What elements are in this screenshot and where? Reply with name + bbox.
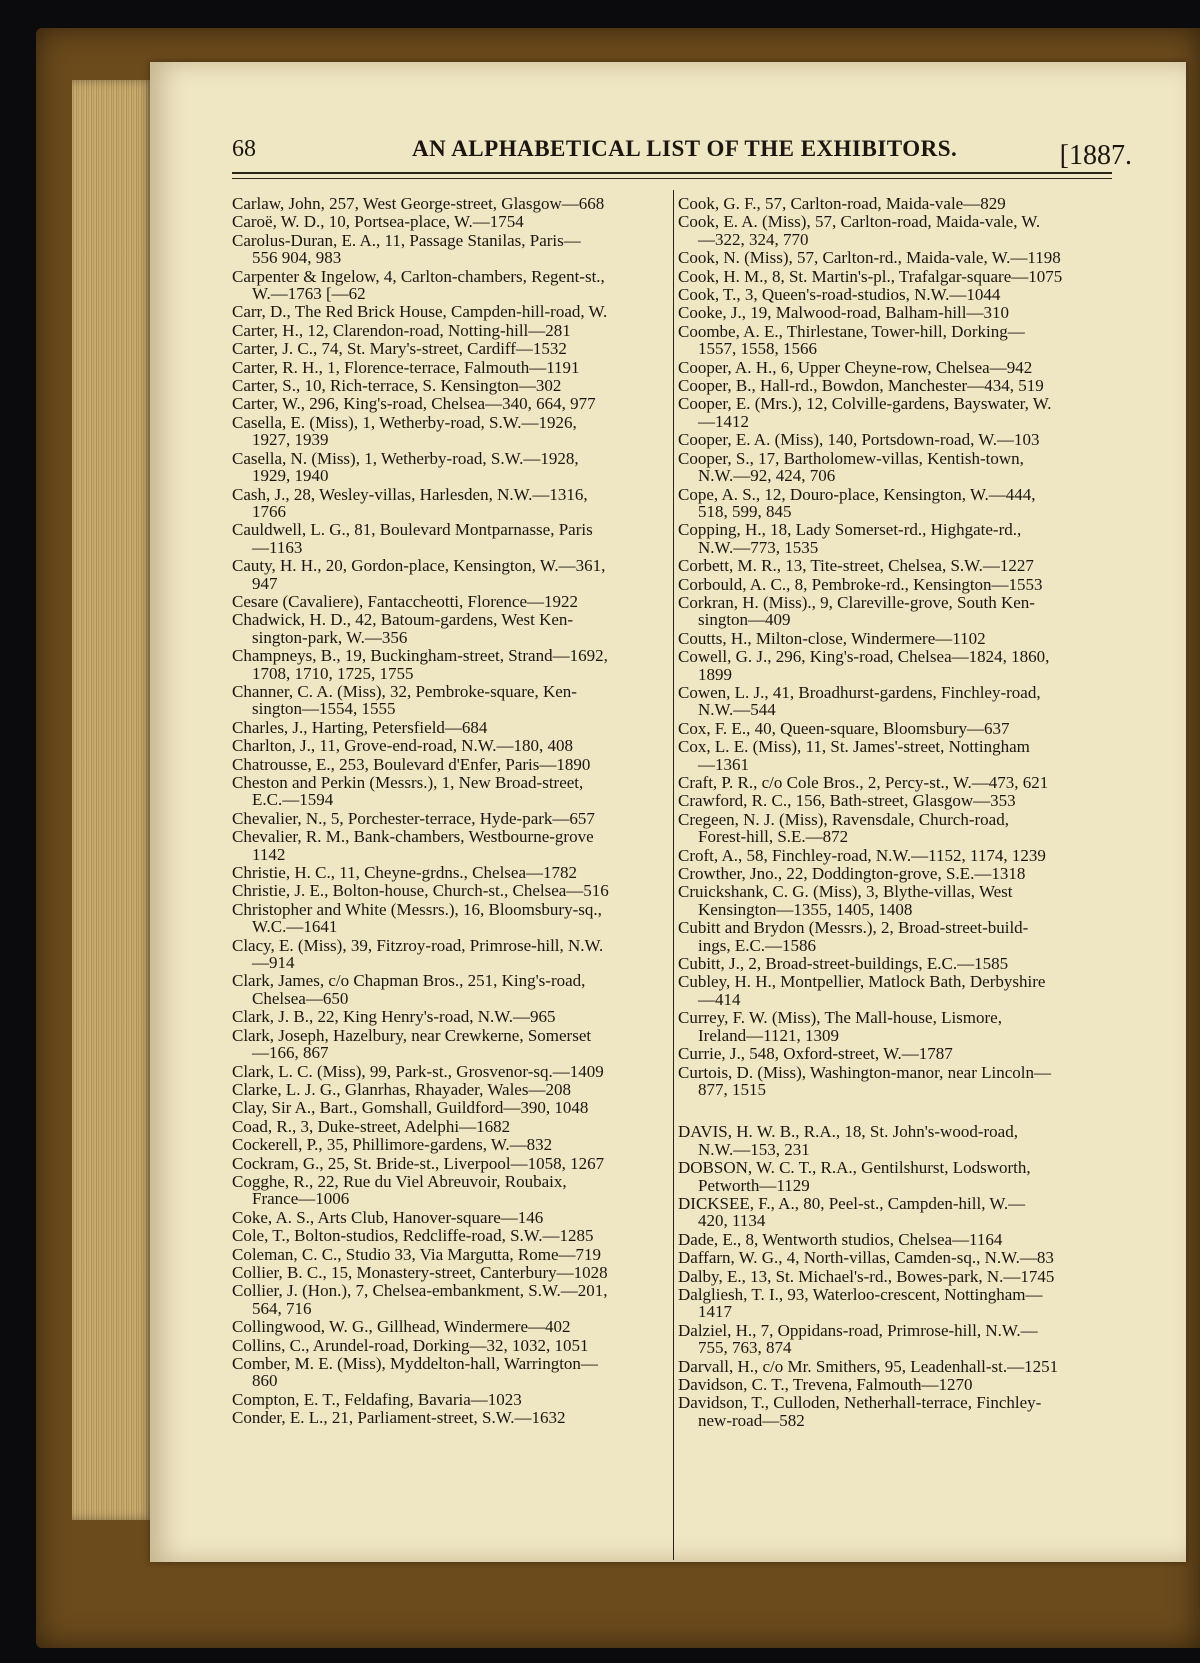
entry-continuation: 1899 — [698, 664, 732, 684]
exhibitor-entry — [678, 395, 1114, 430]
exhibitor-entry — [678, 1358, 1114, 1375]
entry-text: Crowther, Jno., 22, Doddington-grove, S.E.—1318 — [678, 864, 1026, 884]
entry-text: Collier, J. (Hon.), 7, Chelsea-embankment, S.W.—201, — [232, 1281, 608, 1301]
exhibitor-entry — [678, 268, 1114, 285]
entry-text: Carter, S., 10, Rich-terrace, S. Kensington—302 — [232, 376, 562, 396]
entry-text: Cooper, E. A. (Miss), 140, Portsdown-road, W.—103 — [678, 430, 1040, 450]
entry-continuation: France—1006 — [252, 1189, 350, 1209]
entry-text: Cox, L. E. (Miss), 11, St. James'-street, Nottingham — [678, 737, 1030, 757]
entry-continuation: 1417 — [698, 1302, 732, 1322]
entry-text: Corkran, H. (Miss)., 9, Clareville-grove, South Ken- — [678, 592, 1035, 612]
entry-continuation: 1557, 1558, 1566 — [698, 339, 817, 359]
exhibitor-entry — [232, 810, 664, 827]
entry-continuation: Petworth—1129 — [698, 1175, 810, 1195]
entry-text: Currey, F. W. (Miss), The Mall-house, Lismore, — [678, 1008, 1002, 1028]
entry-text: Davidson, T., Culloden, Netherhall-terrace, Finchley- — [678, 1393, 1042, 1413]
entry-text: Comber, M. E. (Miss), Myddelton-hall, Warrington— — [232, 1354, 598, 1373]
entry-text: Corbett, M. R., 13, Tite-street, Chelsea, S.W.—1227 — [678, 556, 1034, 576]
entry-continuation: E.C.—1594 — [252, 790, 334, 810]
exhibitor-entry — [232, 828, 664, 863]
entry-text: Cooke, J., 19, Malwood-road, Balham-hill—310 — [678, 303, 1009, 323]
entry-text: Cook, E. A. (Miss), 57, Carlton-road, Maida-vale, W. — [678, 212, 1041, 232]
exhibitor-entry — [232, 972, 664, 1007]
entry-continuation: N.W.—92, 424, 706 — [698, 466, 836, 486]
entry-text: Carr, D., The Red Brick House, Campden-hill-road, W. — [232, 302, 608, 322]
entry-text: Currie, J., 548, Oxford-street, W.—1787 — [678, 1044, 953, 1064]
exhibitor-entry — [232, 414, 664, 449]
exhibitor-entry — [678, 919, 1114, 954]
entry-text: Daffarn, W. G., 4, North-villas, Camden-sq., N.W.—83 — [678, 1248, 1054, 1268]
entry-text: Coke, A. S., Arts Club, Hanover-square—146 — [232, 1207, 544, 1227]
header-rule-thin — [232, 178, 1112, 179]
entry-text: Conder, E. L., 21, Parliament-street, S.W.—1632 — [232, 1408, 566, 1428]
entry-text: Chatrousse, E., 253, Boulevard d'Enfer, Paris—1890 — [232, 754, 591, 774]
exhibitor-entry — [678, 431, 1114, 448]
exhibitor-entry — [232, 232, 664, 267]
exhibitor-entry — [232, 213, 664, 230]
exhibitor-entry — [678, 195, 1114, 212]
entry-text: Clark, Joseph, Hazelbury, near Crewkerne, Somerset — [232, 1025, 592, 1045]
entry-continuation: 755, 763, 874 — [698, 1338, 792, 1358]
exhibitor-entry — [232, 1391, 664, 1408]
entry-text: Coutts, H., Milton-close, Windermere—1102 — [678, 628, 986, 648]
exhibitor-entry — [232, 486, 664, 521]
left-column — [232, 195, 664, 1428]
entry-text: Carter, R. H., 1, Florence-terrace, Falmouth—1191 — [232, 357, 580, 377]
exhibitor-entry — [232, 1136, 664, 1153]
entry-continuation: ings, E.C.—1586 — [698, 935, 817, 955]
entry-text: Clay, Sir A., Bart., Gomshall, Guildford—390, 1048 — [232, 1098, 589, 1118]
entry-continuation: sington—1554, 1555 — [252, 699, 396, 719]
exhibitor-entry — [678, 1249, 1114, 1266]
exhibitor-entry — [232, 450, 664, 485]
entry-text: Cooper, A. H., 6, Upper Cheyne-row, Chelsea—942 — [678, 357, 1033, 377]
entry-text: Crawford, R. C., 156, Bath-street, Glasgow—353 — [678, 791, 1016, 811]
page-header — [232, 136, 1132, 176]
exhibitor-entry — [232, 901, 664, 936]
exhibitor-entry — [678, 576, 1114, 593]
exhibitor-entry — [678, 521, 1114, 556]
exhibitor-entry — [678, 450, 1114, 485]
exhibitor-entry — [678, 811, 1114, 846]
page-edges — [72, 80, 154, 1520]
entry-text: Dalby, E., 13, St. Michael's-rd., Bowes-park, N.—1745 — [678, 1266, 1055, 1286]
entry-continuation: Ireland—1121, 1309 — [698, 1025, 840, 1045]
entry-text: Cooper, B., Hall-rd., Bowdon, Manchester—434, 519 — [678, 376, 1044, 396]
entry-continuation: —414 — [698, 989, 741, 1009]
exhibitor-entry — [232, 521, 664, 556]
exhibitor-entry — [678, 304, 1114, 321]
running-title: AN ALPHABETICAL LIST OF THE EXHIBITORS. — [412, 136, 958, 161]
entry-text: Cook, T., 3, Queen's-road-studios, N.W.—1044 — [678, 285, 1001, 305]
exhibitor-entry — [232, 1355, 664, 1390]
entry-continuation: sington-park, W.—356 — [252, 627, 408, 647]
exhibitor-entry — [232, 322, 664, 339]
entry-text: Copping, H., 18, Lady Somerset-rd., Highgate-rd., — [678, 520, 1022, 540]
entry-text: Carpenter & Ingelow, 4, Carlton-chambers, Regent-st., — [232, 266, 605, 286]
entry-continuation: 1927, 1939 — [252, 430, 329, 450]
exhibitor-entry — [232, 557, 664, 592]
entry-text: Cook, H. M., 8, St. Martin's-pl., Trafalgar-square—1075 — [678, 266, 1063, 286]
entry-text: Dalgliesh, T. I., 93, Waterloo-crescent, Nottingham— — [678, 1284, 1043, 1304]
entry-continuation: sington—409 — [698, 610, 791, 630]
exhibitor-entry — [232, 593, 664, 610]
entry-continuation: Forest-hill, S.E.—872 — [698, 827, 849, 847]
exhibitor-entry — [232, 1173, 664, 1208]
exhibitor-entry — [232, 1409, 664, 1426]
entry-text: Cooper, S., 17, Bartholomew-villas, Kentish-town, — [678, 448, 1024, 468]
entry-text: Cubley, H. H., Montpellier, Matlock Bath, Derbyshire — [678, 972, 1046, 992]
exhibitor-entry — [232, 1318, 664, 1335]
exhibitor-entry — [232, 882, 664, 899]
entry-text: Cubitt, J., 2, Broad-street-buildings, E.C.—1585 — [678, 954, 1009, 974]
entry-text: Carter, H., 12, Clarendon-road, Notting-hill—281 — [232, 320, 571, 340]
entry-continuation: N.W.—773, 1535 — [698, 537, 819, 557]
entry-text: Corbould, A. C., 8, Pembroke-rd., Kensington—1553 — [678, 574, 1043, 594]
entry-text: Davidson, C. T., Trevena, Falmouth—1270 — [678, 1375, 973, 1394]
exhibitor-entry — [232, 268, 664, 303]
entry-text: Collins, C., Arundel-road, Dorking—32, 1032, 1051 — [232, 1335, 589, 1355]
entry-text: Casella, N. (Miss), 1, Wetherby-road, S.W.—1928, — [232, 448, 579, 468]
exhibitor-entry — [678, 1009, 1114, 1044]
entry-text: Cox, F. E., 40, Queen-square, Bloomsbury—637 — [678, 718, 1010, 738]
entry-text: Cooper, E. (Mrs.), 12, Colville-gardens, Bayswater, W. — [678, 394, 1052, 414]
exhibitor-entry — [678, 792, 1114, 809]
exhibitor-entry — [232, 303, 664, 320]
entry-text: Charles, J., Harting, Petersfield—684 — [232, 717, 488, 737]
entry-continuation: W.—1763 [—62 — [252, 284, 366, 304]
exhibitor-entry — [232, 1099, 664, 1116]
entry-text: Cope, A. S., 12, Douro-place, Kensington, W.—444, — [678, 484, 1036, 504]
entry-continuation: 1929, 1940 — [252, 466, 329, 486]
exhibitor-entry — [232, 395, 664, 412]
entry-text: Clark, J. B., 22, King Henry's-road, N.W.—965 — [232, 1007, 556, 1027]
entry-text: Cash, J., 28, Wesley-villas, Harlesden, N.W.—1316, — [232, 484, 588, 504]
entry-text: Cockram, G., 25, St. Bride-st., Liverpool—1058, 1267 — [232, 1153, 605, 1173]
exhibitor-entry — [678, 1268, 1114, 1285]
exhibitor-entry — [232, 1264, 664, 1281]
column-divider — [673, 190, 674, 1560]
entry-continuation: N.W.—153, 231 — [698, 1139, 810, 1159]
exhibitor-entry — [678, 1064, 1114, 1099]
entry-continuation: —1361 — [698, 754, 749, 774]
exhibitor-entry — [678, 1123, 1114, 1158]
exhibitor-entry — [678, 1195, 1114, 1230]
entry-text: Croft, A., 58, Finchley-road, N.W.—1152, 1174, 1239 — [678, 845, 1046, 865]
entry-continuation: N.W.—544 — [698, 700, 776, 720]
exhibitor-entry — [678, 359, 1114, 376]
exhibitor-entry — [678, 286, 1114, 303]
entry-continuation: 1766 — [252, 501, 286, 521]
exhibitor-entry — [678, 557, 1114, 574]
book-page — [150, 62, 1186, 1562]
exhibitor-entry — [232, 737, 664, 754]
exhibitor-entry — [232, 1282, 664, 1317]
entry-continuation: —166, 867 — [252, 1043, 329, 1063]
exhibitor-entry — [232, 1246, 664, 1263]
entry-continuation: —1163 — [252, 537, 303, 557]
exhibitor-entry — [232, 756, 664, 773]
exhibitor-entry — [678, 720, 1114, 737]
page-number: 68 — [232, 136, 256, 162]
exhibitor-entry — [232, 611, 664, 646]
entry-text: Champneys, B., 19, Buckingham-street, Strand—1692, — [232, 646, 608, 666]
entry-text: Casella, E. (Miss), 1, Wetherby-road, S.W.—1926, — [232, 412, 577, 432]
entry-continuation: W.C.—1641 — [252, 917, 338, 937]
entry-text: Clark, L. C. (Miss), 99, Park-st., Grosvenor-sq.—1409 — [232, 1061, 604, 1081]
exhibitor-entry — [232, 683, 664, 718]
entry-continuation: 420, 1134 — [698, 1211, 766, 1231]
entry-text: Carter, J. C., 74, St. Mary's-street, Cardiff—1532 — [232, 339, 567, 359]
entry-text: Cauty, H. H., 20, Gordon-place, Kensington, W.—361, — [232, 556, 606, 576]
exhibitor-entry — [232, 1227, 664, 1244]
entry-continuation: 518, 599, 845 — [698, 501, 792, 521]
entry-text: Christopher and White (Messrs.), 16, Bloomsbury-sq., — [232, 899, 602, 919]
year-mark: [1887. — [1059, 140, 1132, 171]
exhibitor-entry — [678, 213, 1114, 248]
entry-text: Clarke, L. J. G., Glanrhas, Rhayader, Wales—208 — [232, 1079, 571, 1099]
exhibitor-entry — [678, 1376, 1114, 1393]
entry-text: Cook, G. F., 57, Carlton-road, Maida-vale—829 — [678, 194, 1006, 213]
exhibitor-entry — [678, 1231, 1114, 1248]
exhibitor-entry — [232, 719, 664, 736]
entry-text: Charlton, J., 11, Grove-end-road, N.W.—180, 408 — [232, 736, 574, 756]
exhibitor-entry — [678, 377, 1114, 394]
entry-text: Dade, E., 8, Wentworth studios, Chelsea—1164 — [678, 1229, 1003, 1249]
entry-continuation: 556 904, 983 — [252, 248, 342, 268]
exhibitor-entry — [232, 1063, 664, 1080]
exhibitor-entry — [232, 1008, 664, 1025]
entry-text: Compton, E. T., Feldafing, Bavaria—1023 — [232, 1389, 522, 1409]
exhibitor-entry — [678, 648, 1114, 683]
entry-text: Cesare (Cavaliere), Fantaccheotti, Florence—1922 — [232, 591, 579, 611]
entry-text: DICKSEE, F., A., 80, Peel-st., Campden-hill, W.— — [678, 1193, 1026, 1213]
entry-text: Coad, R., 3, Duke-street, Adelphi—1682 — [232, 1116, 511, 1136]
exhibitor-entry — [232, 937, 664, 972]
exhibitor-entry — [232, 340, 664, 357]
exhibitor-entry — [678, 1159, 1114, 1194]
exhibitor-entry — [678, 249, 1114, 266]
exhibitor-entry — [678, 594, 1114, 629]
exhibitor-entry — [678, 1286, 1114, 1321]
header-rule — [232, 172, 1112, 174]
entry-text: Carter, W., 296, King's-road, Chelsea—340, 664, 977 — [232, 394, 596, 414]
exhibitor-entry — [678, 955, 1114, 972]
entry-continuation: Kensington—1355, 1405, 1408 — [698, 899, 913, 919]
entry-continuation: Chelsea—650 — [252, 988, 349, 1008]
exhibitor-entry — [232, 1209, 664, 1226]
right-column — [678, 195, 1114, 1430]
entry-text: Clark, James, c/o Chapman Bros., 251, King's-road, — [232, 971, 586, 991]
entry-continuation: 860 — [252, 1371, 278, 1391]
exhibitor-entry — [232, 359, 664, 376]
exhibitor-entry — [232, 377, 664, 394]
entry-continuation: —1412 — [698, 411, 749, 431]
entry-text: Cockerell, P., 35, Phillimore-gardens, W.—832 — [232, 1135, 553, 1155]
exhibitor-entry — [232, 1337, 664, 1354]
entry-text: Chadwick, H. D., 42, Batoum-gardens, West Ken- — [232, 610, 574, 630]
exhibitor-entry — [232, 1027, 664, 1062]
entry-text: Cowen, L. J., 41, Broadhurst-gardens, Finchley-road, — [678, 682, 1041, 702]
entry-text: Cauldwell, L. G., 81, Boulevard Montparnasse, Paris — [232, 520, 593, 540]
entry-text: Cook, N. (Miss), 57, Carlton-rd., Maida-vale, W.—1198 — [678, 248, 1061, 268]
entry-text: Caroë, W. D., 10, Portsea-place, W.—1754 — [232, 212, 524, 232]
exhibitor-entry — [678, 486, 1114, 521]
exhibitor-entry — [678, 1394, 1114, 1429]
exhibitor-entry — [678, 738, 1114, 773]
entry-text: Collier, B. C., 15, Monastery-street, Canterbury—1028 — [232, 1262, 608, 1282]
entry-text: Cheston and Perkin (Messrs.), 1, New Broad-street, — [232, 773, 584, 792]
entry-text: Christie, J. E., Bolton-house, Church-st., Chelsea—516 — [232, 881, 609, 901]
entry-text: Carolus-Duran, E. A., 11, Passage Stanilas, Paris— — [232, 230, 581, 250]
exhibitor-entry — [678, 684, 1114, 719]
exhibitor-entry — [232, 1118, 664, 1135]
entry-text: Coleman, C. C., Studio 33, Via Margutta, Rome—719 — [232, 1244, 602, 1264]
exhibitor-entry — [232, 647, 664, 682]
exhibitor-entry — [232, 195, 664, 212]
entry-continuation: 1142 — [252, 844, 286, 864]
exhibitor-entry — [232, 1155, 664, 1172]
entry-text: Channer, C. A. (Miss), 32, Pembroke-square, Ken- — [232, 681, 577, 701]
entry-continuation: 564, 716 — [252, 1298, 312, 1318]
entry-text: Cowell, G. J., 296, King's-road, Chelsea—1824, 1860, — [678, 647, 1050, 667]
exhibitor-entry — [678, 630, 1114, 647]
entry-text: DOBSON, W. C. T., R.A., Gentilshurst, Lodsworth, — [678, 1158, 1031, 1178]
exhibitor-entry — [678, 883, 1114, 918]
entry-continuation: 1708, 1710, 1725, 1755 — [252, 663, 414, 683]
entry-text: Darvall, H., c/o Mr. Smithers, 95, Leadenhall-st.—1251 — [678, 1356, 1059, 1376]
entry-text: Curtois, D. (Miss), Washington-manor, near Lincoln— — [678, 1062, 1052, 1082]
exhibitor-entry — [678, 774, 1114, 791]
exhibitor-entry — [232, 1081, 664, 1098]
entry-text: Clacy, E. (Miss), 39, Fitzroy-road, Primrose-hill, N.W. — [232, 935, 604, 955]
entry-text: Cruickshank, C. G. (Miss), 3, Blythe-villas, West — [678, 882, 1013, 902]
exhibitor-entry — [678, 1045, 1114, 1062]
entry-continuation: 947 — [252, 573, 278, 593]
exhibitor-entry — [678, 973, 1114, 1008]
entry-text: Coombe, A. E., Thirlestane, Tower-hill, Dorking— — [678, 321, 1025, 341]
entry-text: Cole, T., Bolton-studios, Redcliffe-road, S.W.—1285 — [232, 1226, 594, 1246]
entry-continuation: —322, 324, 770 — [698, 229, 809, 249]
entry-text: Christie, H. C., 11, Cheyne-grdns., Chelsea—1782 — [232, 863, 577, 883]
entry-text: Cregeen, N. J. (Miss), Ravensdale, Church-road, — [678, 809, 1009, 829]
exhibitor-entry — [678, 323, 1114, 358]
entry-text: Carlaw, John, 257, West George-street, Glasgow—668 — [232, 194, 605, 213]
exhibitor-entry — [678, 1322, 1114, 1357]
entry-continuation: new-road—582 — [698, 1410, 805, 1430]
entry-text: Chevalier, R. M., Bank-chambers, Westbourne-grove — [232, 827, 594, 847]
entry-text: Chevalier, N., 5, Porchester-terrace, Hyde-park—657 — [232, 808, 595, 828]
entry-text: Cubitt and Brydon (Messrs.), 2, Broad-street-build- — [678, 918, 1029, 938]
entry-text: DAVIS, H. W. B., R.A., 18, St. John's-wood-road, — [678, 1122, 1018, 1142]
entry-text: Dalziel, H., 7, Oppidans-road, Primrose-hill, N.W.— — [678, 1320, 1038, 1340]
section-gap — [678, 1099, 1114, 1123]
entry-text: Cogghe, R., 22, Rue du Viel Abreuvoir, Roubaix, — [232, 1171, 567, 1191]
entry-text: Craft, P. R., c/o Cole Bros., 2, Percy-st., W.—473, 621 — [678, 773, 1049, 792]
exhibitor-entry — [678, 847, 1114, 864]
exhibitor-entry — [232, 864, 664, 881]
exhibitor-entry — [232, 774, 664, 809]
entry-continuation: —914 — [252, 953, 295, 973]
entry-text: Collingwood, W. G., Gillhead, Windermere—402 — [232, 1317, 571, 1337]
entry-continuation: 877, 1515 — [698, 1079, 766, 1099]
exhibitor-entry — [678, 865, 1114, 882]
